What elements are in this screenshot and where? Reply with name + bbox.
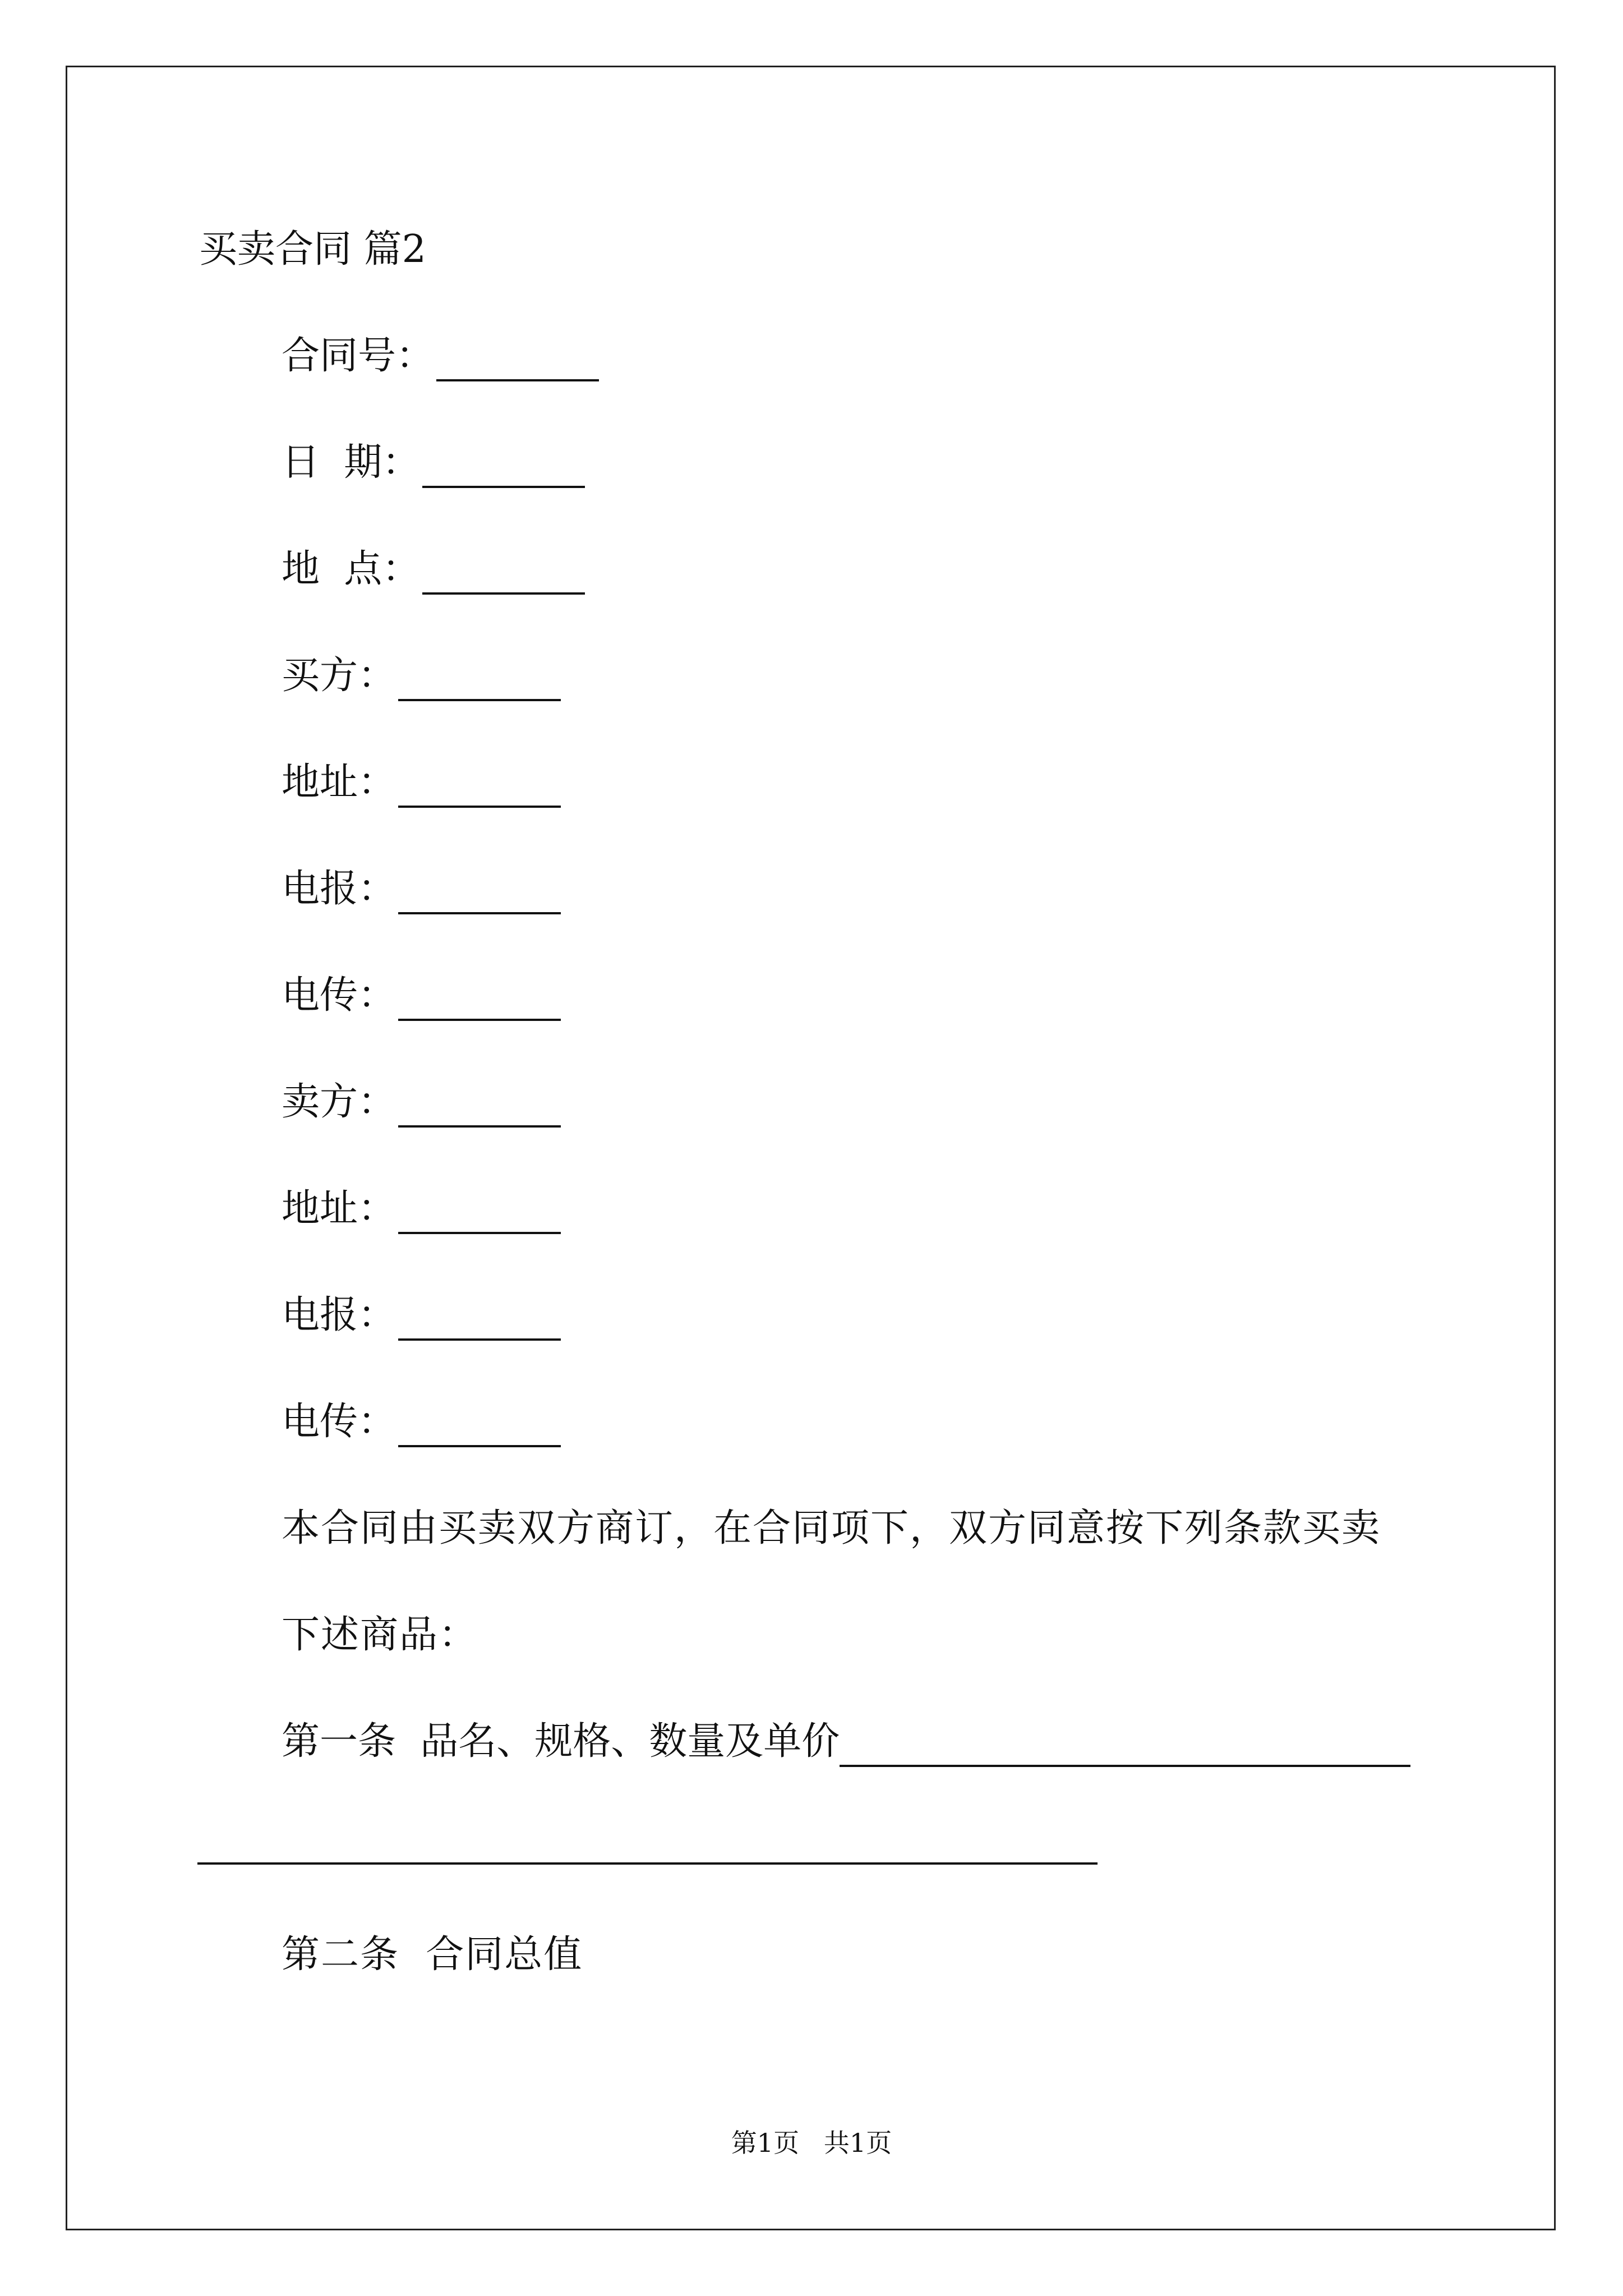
field-contract-number <box>282 331 599 381</box>
field-label: 日 期： <box>282 440 421 485</box>
field-seller-address <box>282 1184 561 1234</box>
field-seller <box>282 1077 561 1128</box>
intro-paragraph-line-1: 本合同由买卖双方商订，在合同项下，双方同意按下列条款买卖 <box>282 1506 1381 1550</box>
fill-blank[interactable] <box>840 1726 1410 1767</box>
fill-blank[interactable] <box>398 1193 561 1234</box>
field-label: 地址： <box>282 760 396 804</box>
field-label: 买方： <box>282 654 396 698</box>
fill-blank[interactable] <box>422 447 585 488</box>
intro-paragraph-line-2: 下述商品： <box>282 1613 478 1657</box>
article-1-text: 第一条 品名、规格、数量及单价 <box>282 1719 840 1764</box>
field-label: 合同号： <box>282 334 435 378</box>
field-date <box>282 438 585 488</box>
page-border <box>66 66 1556 2230</box>
page-footer: 第1页 共1页 <box>731 2128 892 2158</box>
field-buyer-address <box>282 757 561 808</box>
field-label: 电传： <box>282 973 396 1018</box>
field-label: 电报： <box>282 1293 396 1337</box>
fill-blank[interactable] <box>422 553 585 595</box>
field-buyer <box>282 651 561 701</box>
fill-blank[interactable] <box>398 979 561 1021</box>
article-1 <box>282 1717 1410 1767</box>
field-seller-telex <box>282 1397 561 1447</box>
fill-blank[interactable] <box>398 660 561 701</box>
field-label: 电报： <box>282 867 396 911</box>
field-label: 地 点： <box>282 547 421 591</box>
article-2: 第二条 合同总值 <box>282 1932 583 1977</box>
fill-blank-continuation[interactable] <box>197 1862 1098 1865</box>
field-buyer-telegram <box>282 864 561 914</box>
field-seller-telegram <box>282 1290 561 1341</box>
fill-blank[interactable] <box>398 766 561 808</box>
document-heading: 买卖合同 篇2 <box>199 227 426 272</box>
fill-blank[interactable] <box>398 1299 561 1341</box>
field-label: 地址： <box>282 1186 396 1231</box>
fill-blank[interactable] <box>436 340 599 381</box>
fill-blank[interactable] <box>398 873 561 914</box>
field-label: 电传： <box>282 1400 396 1444</box>
field-buyer-telex <box>282 970 561 1021</box>
field-label: 卖方： <box>282 1080 396 1124</box>
fill-blank[interactable] <box>398 1086 561 1128</box>
fill-blank[interactable] <box>398 1406 561 1447</box>
field-place <box>282 544 585 595</box>
